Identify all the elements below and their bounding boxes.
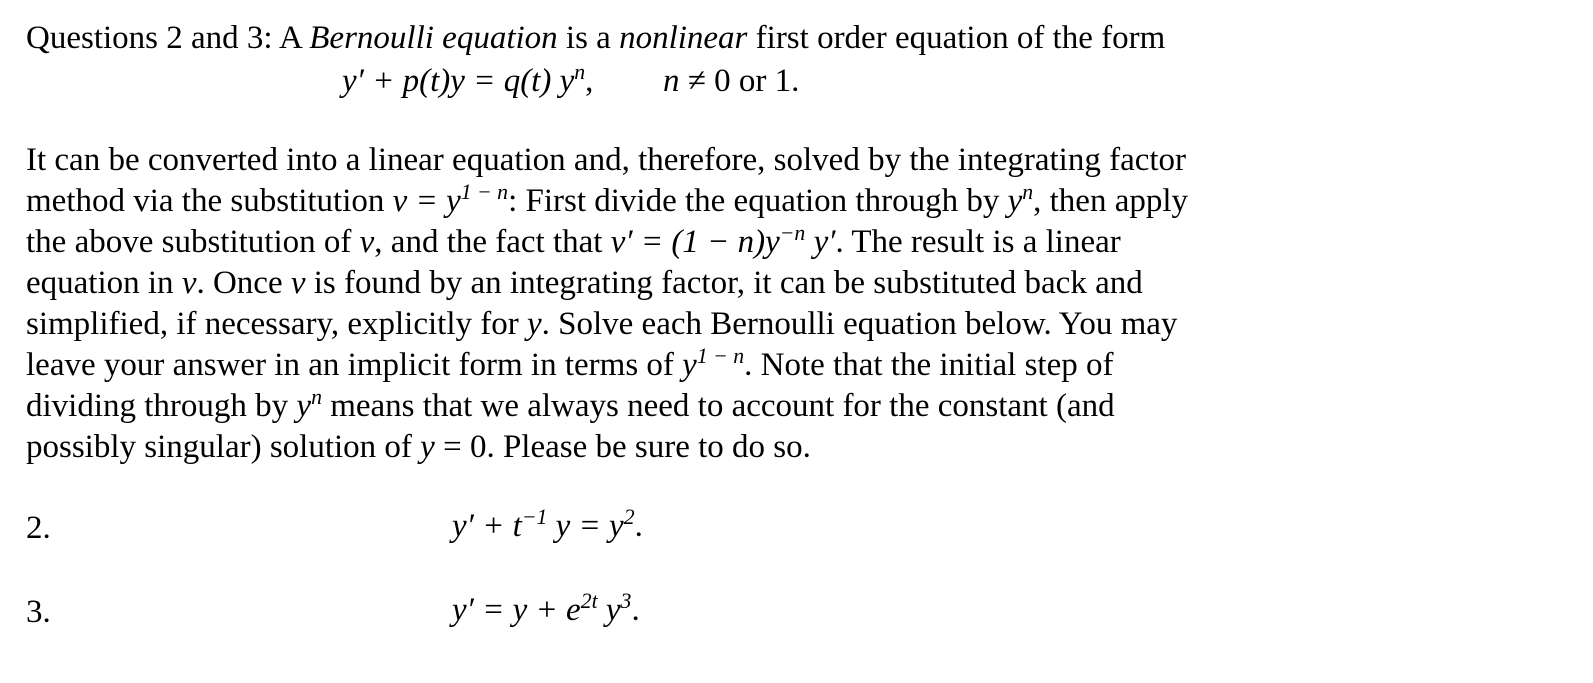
math-exponent: n <box>311 385 322 410</box>
math-exponent: n <box>1022 180 1034 205</box>
math-var: y <box>296 388 312 424</box>
paragraph-line-2 <box>26 180 1189 219</box>
question-3-equation <box>452 589 640 628</box>
paragraph-text: is found by an integrating factor, it can be substituted back and <box>305 265 1143 301</box>
math-period: . <box>631 592 640 628</box>
paragraph-text: possibly singular) solution of <box>26 429 421 465</box>
math-var: y <box>420 429 435 465</box>
intro-line <box>26 22 1165 55</box>
math-var: y <box>526 306 542 342</box>
paragraph-line-7 <box>26 385 1115 424</box>
paragraph-line-6 <box>26 344 1114 383</box>
intro-lead: Questions 2 and 3: A <box>26 20 310 56</box>
math-var: y <box>1007 183 1023 219</box>
question-2-equation <box>452 505 643 544</box>
intro-term: Bernoulli equation <box>309 20 558 56</box>
intro-tail: first order equation of the form <box>747 20 1166 56</box>
math-var: v <box>290 265 306 301</box>
math-period: . <box>634 508 643 544</box>
condition-rest: ≠ 0 or 1. <box>679 63 800 99</box>
paragraph-line-5 <box>26 308 1177 341</box>
math-exponent: 1 − n <box>696 344 745 369</box>
paragraph-text: . Solve each Bernoulli equation below. You may <box>541 306 1178 342</box>
form-lhs: y′ + p(t)y = q(t) y <box>342 63 575 99</box>
math-expression: y′ + t <box>452 508 522 544</box>
math-var: v <box>181 265 197 301</box>
question-2-number: 2. <box>26 510 51 546</box>
paragraph-line-4 <box>26 267 1143 300</box>
paragraph-text: the above substitution of <box>26 224 360 260</box>
math-exponent: 3 <box>620 589 632 614</box>
math-expression: y <box>597 592 621 628</box>
paragraph-text: method via the substitution <box>26 183 393 219</box>
math-exponent: −n <box>779 221 806 246</box>
math-expression: v′ = (1 − n)y <box>610 224 780 260</box>
math-exponent: 2 <box>623 505 635 530</box>
paragraph-line-3 <box>26 221 1121 260</box>
paragraph-text: . Once <box>196 265 291 301</box>
math-exponent: 2t <box>580 589 598 614</box>
condition-var: n <box>663 63 680 99</box>
bernoulli-form-equation <box>342 60 594 99</box>
paragraph-line-8 <box>26 431 811 464</box>
math-var: y <box>682 347 697 383</box>
form-comma: , <box>585 63 594 99</box>
paragraph-text: It can be converted into a linear equation and, therefore, solved by the integrating factor <box>26 142 1187 178</box>
math-expression: y′ = y + e <box>452 592 581 628</box>
paragraph-text: simplified, if necessary, explicitly for <box>26 306 527 342</box>
math-exponent: −1 <box>521 505 548 530</box>
math-expression: y′ <box>805 224 836 260</box>
paragraph-text: = 0. Please be sure to do so. <box>434 429 811 465</box>
paragraph-text: , and the fact that <box>374 224 611 260</box>
intro-mid: is a <box>557 20 620 56</box>
paragraph-text: . The result is a linear <box>835 224 1121 260</box>
paragraph-text: : First divide the equation through by <box>508 183 1008 219</box>
paragraph-text: means that we always need to account for the constant (and <box>321 388 1115 424</box>
math-expression: y = y <box>547 508 624 544</box>
question-3-number: 3. <box>26 594 51 630</box>
math-exponent: 1 − n <box>460 180 509 205</box>
paragraph-text: leave your answer in an implicit form in terms of <box>26 347 683 383</box>
form-condition <box>663 65 799 98</box>
paragraph-text: dividing through by <box>26 388 297 424</box>
math-substitution: v = y <box>392 183 461 219</box>
paragraph-text: equation in <box>26 265 182 301</box>
math-var: v <box>359 224 375 260</box>
paragraph-text: , then apply <box>1033 183 1189 219</box>
paragraph-text: . Note that the initial step of <box>744 347 1114 383</box>
intro-nonlinear: nonlinear <box>619 20 748 56</box>
paragraph-line-1 <box>26 144 1186 177</box>
form-exponent: n <box>574 60 586 85</box>
